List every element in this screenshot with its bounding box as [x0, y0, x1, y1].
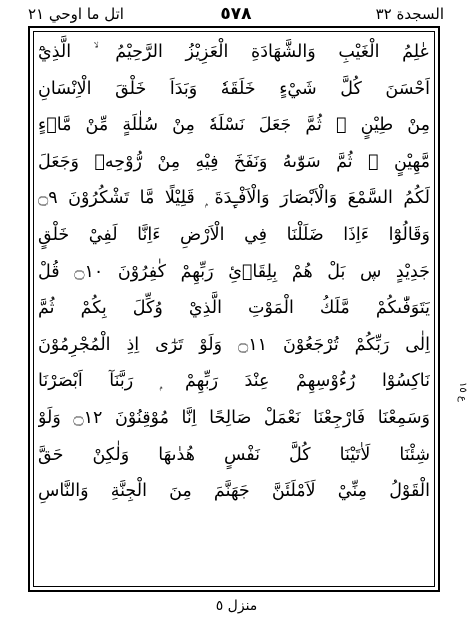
- manzil-footer: منزل ٥: [215, 598, 258, 614]
- text-line: شِئْنَا لَاٰتَيْنَا كُلَّ نَفْسٍ هُدٰىهَا وَلٰكِنْ حَقَّ: [38, 444, 430, 465]
- text-line: يَتَوَفّٰىكُمْ مَّلَكُ الْمَوْتِ الَّذِيْ وُكِّلَ بِكُمْ ثُمَّ: [38, 298, 430, 319]
- text-line: اِلٰى رَبِّكُمْ تُرْجَعُوْنَ ۝١١ وَلَوْ تَرٰٓى اِذِ الْمُجْرِمُوْنَ: [38, 334, 430, 355]
- text-line: مِنْ طِيْنٍ ۚ ثُمَّ جَعَلَ نَسْلَهٗ مِنْ سُلٰلَةٍ مِّنْ مَّاۤءٍ: [38, 115, 430, 136]
- text-line: اَحْسَنَ كُلَّ شَيْءٍ خَلَقَهٗ وَبَدَاَ خَلْقَ الْاِنْسَانِ: [38, 78, 430, 99]
- text-line: مَّهِيْنٍ ۚ ثُمَّ سَوّٰىهُ وَنَفَخَ فِيْهِ مِنْ رُّوْحِهٖ وَجَعَلَ: [38, 151, 430, 172]
- surah-name: السجدة ٣٢: [375, 5, 444, 23]
- text-line: وَسَمِعْنَا فَارْجِعْنَا نَعْمَلْ صَالِحًا اِنَّا مُوْقِنُوْنَ ۝١٢ وَلَوْ: [38, 407, 430, 428]
- text-line: لَكُمُ السَّمْعَ وَالْاَبْصَارَ وَالْاَفْـِٕدَةَ ۭ قَلِيْلًا مَّا تَشْكُرُوْنَ ۝٩: [38, 188, 430, 209]
- page-header: [28, 4, 444, 24]
- juz-name: اتل ما اوحي ٢١: [28, 5, 124, 23]
- text-line: الْقَوْلُ مِنِّيْ لَاَمْلَئَنَّ جَهَنَّمَ مِنَ الْجِنَّةِ وَالنَّاسِ: [38, 481, 430, 502]
- text-line: وَقَالُوْٓا ءَاِذَا ضَلَلْنَا فِي الْاَرْضِ ءَاِنَّا لَفِيْ خَلْقٍ: [38, 224, 430, 245]
- text-line: عٰلِمُ الْغَيْبِ وَالشَّهَادَةِ الْعَزِيْزُ الرَّحِيْمُ ۙ الَّذِيْٓ: [38, 42, 430, 62]
- text-line: نَاكِسُوْا رُءُوْسِهِمْ عِنْدَ رَبِّهِمْ ۭ رَبَّنَآ اَبْصَرْنَا: [38, 371, 430, 392]
- text-line: جَدِيْدٍ ڛ بَلْ هُمْ بِلِقَاۤئِ رَبِّهِمْ كٰفِرُوْنَ ۝١٠ قُلْ: [38, 261, 430, 282]
- page-number: ٥٧٨: [220, 4, 252, 24]
- text-block: [38, 34, 430, 584]
- ruku-marker: ع ١٥: [457, 382, 468, 402]
